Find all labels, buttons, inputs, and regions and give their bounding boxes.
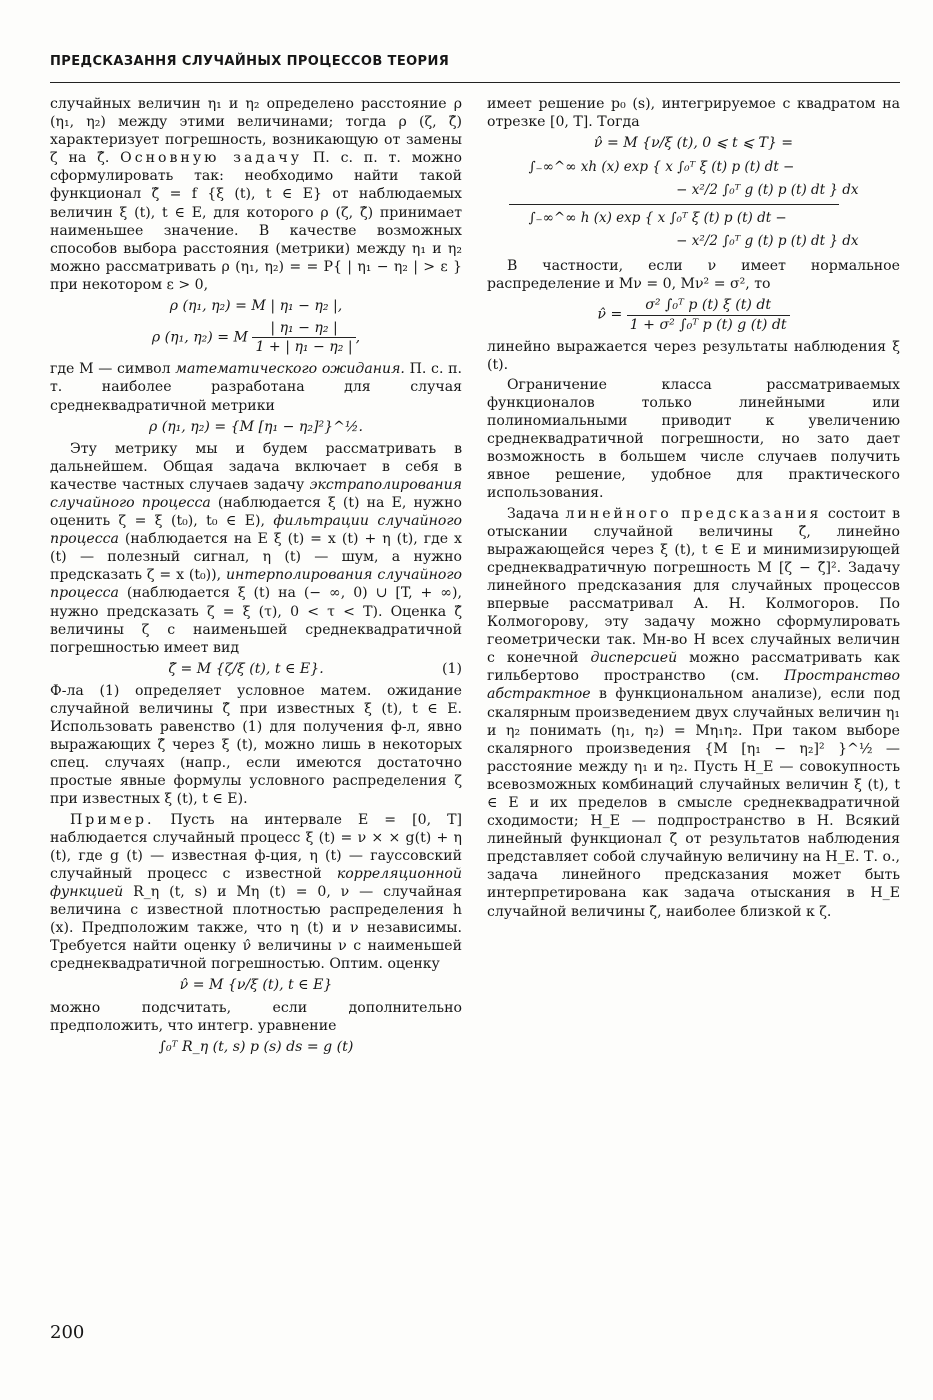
denominator: 1 + | η₁ − η₂ | — [255, 339, 353, 356]
text: в функциональном анализе), если под скалярным произведением двух случайных величин η₁ и η₂ понимать (η₁, η₂) = Mη₁η₂. При таком выборе скалярного произведения {M [η₁ − η₂]² }^½ — расстояние между η₁ и η₂. Пусть H_E — совокупность всевозможных комбинаций случайных величин ξ (t), t ∈ E и их пределов в смысле среднеквадратичной сходимости; H_E — подпространство в H. Всякий линейный функционал ζ̃ от результатов наблюдения представляет собой случайную величину на H_E. Т. о., задача линейного предсказания может быть интерпретирована как задача отыскания в H_E случайной величины ζ̃, наиболее близкой к ζ. — [487, 686, 900, 920]
text: состоит в отыскании случайной величины ζ̃, линейно выражающейся через ξ (t), t ∈ E и минимизирующей среднеквадратичную погрешность M [ζ − ζ̃]². Задачу линейного предсказания для случайных процессов впервые рассматривал А. Н. Колмогоров. По Колмогорову, эту задачу можно сформулировать геометрически так. Мн-во H всех случайных величин с конечной — [487, 505, 901, 667]
formula: ρ (η₁, η₂) = M $\frac{\text{| η₁ − η₂ |}}{\text{1 + | η₁ − η₂ |}}$ , — [151, 320, 361, 356]
text: Пусть на интервале E = [0, T] наблюдается случайный процесс ξ (t) = ν × × g(t) + η (t), где g (t) — известная ф-ция, η (t) — гауссовский случайный процесс с известной — [50, 811, 462, 882]
term-link: математического ожидания. — [175, 361, 405, 378]
formula-lhs: ρ (η₁, η₂) = M — [151, 329, 248, 346]
paragraph: Ф-ла (1) определяет условное матем. ожидание случайной величины ζ̂ при известных ξ (t), t ∈ E. Использовать равенство (1) для получения ф-л, явно выражающих ζ̂ через ξ (t), можно лишь в некоторых спец. случаях (напр., если имеются достаточно простые явные формулы условного распределения ζ при известных ξ (t), t ∈ E). — [50, 682, 462, 808]
text: R_η (t, s) и Mη (t) = 0, ν — случайная величина с известной плотностью распределения h (x). Предположим также, что η (t) и ν независимы. Требуется найти оценку ν̂ величины ν с наименьшей среднеквадратичной погрешностью. Оптим. оценку — [50, 883, 463, 973]
denominator-line: − x²/2 ∫₀ᵀ g (t) p (t) dt } dx — [676, 233, 859, 250]
term-link: Пространство абстрактное — [487, 668, 900, 703]
page-number: 200 — [50, 1322, 85, 1343]
text: (наблюдается ξ (t) на E, нужно оценить ζ = ξ (t₀), t₀ ∈ E), — [50, 494, 462, 530]
formula — [50, 660, 462, 678]
text: П. с. п. т. можно сформулировать так: необходимо найти такой функционал ζ̂ = f {ξ (t), t ∈ E} от наблюдаемых величин ξ (t), t ∈ E, для которого ρ (ζ, ζ̂) принимает наименьшее значение. В качестве возможных способов выбора расстояния (метрики) между η₁ и η₂ можно рассматривать ρ (η₁, η₂) = = P{ | η₁ − η₂ | > ε } при некотором ε > 0, — [50, 150, 462, 293]
formula: ν̂ = M {ν/ξ (t), t ∈ E} — [179, 977, 333, 994]
fraction-formula — [529, 156, 859, 253]
text: случайных величин η₁ и η₂ определено расстояние ρ (η₁, η₂) между этими величинами; тогда ρ (ζ, ζ̂) характеризует погрешность, возникающую от замены ζ на ζ̂. — [50, 96, 462, 167]
numerator-line: − x²/2 ∫₀ᵀ g (t) p (t) dt } dx — [676, 182, 859, 199]
text: Эту метрику мы и будем рассматривать в дальнейшем. Общая задача включает в себя в качестве частных случаев задачу — [50, 440, 462, 493]
formula — [487, 296, 900, 333]
paragraph — [487, 505, 900, 921]
spaced-text: Пример. — [70, 811, 155, 828]
right-column — [487, 95, 900, 923]
numerator-line: ∫₋∞^∞ xh (x) exp { x ∫₀ᵀ ξ (t) p (t) dt − — [528, 159, 795, 176]
paragraph — [50, 95, 462, 294]
paragraph: В частности, если ν имеет нормальное распределение и Mν = 0, Mν² = σ², то — [487, 258, 900, 293]
formula: ν̂ = M {ν/ξ (t), 0 ⩽ t ⩽ T} = — [593, 135, 794, 152]
text: (наблюдается на E ξ (t) = x (t) + η (t), где x (t) — полезный сигнал, η (t) — шум, а нужно предсказать ζ = x (t₀)), — [50, 531, 462, 584]
paragraph — [50, 811, 462, 974]
text: можно рассматривать как гильбертово пространство (см. — [487, 650, 900, 685]
paragraph: можно подсчитать, если дополнительно предположить, что интегр. уравнение — [50, 999, 462, 1034]
paragraph — [50, 360, 462, 414]
paragraph: линейно выражается через результаты наблюдения ξ (t). — [487, 338, 900, 373]
formula: ρ (η₁, η₂) = M | η₁ − η₂ |, — [169, 298, 343, 315]
text: (наблюдается ξ (t) на (− ∞, 0) ∪ [T, + ∞), нужно предсказать ζ = ξ (τ), 0 < τ < T). Оценка ζ̂ величины ζ с наименьшей среднеквадратичной погрешностью имеет вид — [50, 585, 462, 656]
formula-lhs: ν̂ = — [597, 307, 623, 324]
equation-number: (1) — [442, 660, 462, 677]
term-link: интерполирования случайного процесса — [50, 567, 462, 602]
left-column — [50, 95, 462, 1060]
formula-body: ζ̂ = M {ζ/ξ (t), t ∈ E}. — [168, 660, 324, 677]
term-link: дисперсией — [590, 650, 678, 667]
term-link: корреляционной функцией — [50, 865, 462, 900]
numerator: σ² ∫₀ᵀ p (t) ξ (t) dt — [627, 296, 790, 315]
denominator-line: ∫₋∞^∞ h (x) exp { x ∫₀ᵀ ξ (t) p (t) dt − — [528, 210, 787, 227]
fraction — [627, 296, 790, 333]
formula: ∫₀ᵀ R_η (t, s) p (s) ds = g (t) — [158, 1038, 354, 1055]
denominator: 1 + σ² ∫₀ᵀ p (t) g (t) dt — [629, 316, 787, 333]
fraction-bar — [509, 204, 839, 205]
header-rule — [50, 82, 900, 83]
term-link: фильтрации случайного процесса — [50, 513, 462, 548]
spaced-text: Основную задачу — [120, 150, 303, 167]
text: Задача — [507, 505, 559, 522]
formula: ρ (η₁, η₂) = {M [η₁ − η₂]²}^½. — [148, 418, 364, 435]
running-header: ПРЕДСКАЗАННЯ СЛУЧАЙНЫХ ПРОЦЕССОВ ТЕОРИЯ — [50, 54, 450, 69]
numerator: | η₁ − η₂ | — [252, 319, 355, 338]
text: где M — символ — [50, 361, 171, 378]
paragraph: Ограничение класса рассматриваемых функционалов только линейными или полиномиальными приводит к увеличению среднеквадратичной погрешности, но зато дает возможность в большем числе случаев получить явное решение, удобное для практического использования. — [487, 376, 900, 502]
paragraph: имеет решение p₀ (s), интегрируемое с квадратом на отрезке [0, T]. Тогда — [487, 96, 900, 131]
paragraph — [50, 440, 462, 657]
text: П. с. п. т. наиболее разработана для случая среднеквадратичной метрики — [50, 361, 462, 414]
fraction — [252, 319, 355, 356]
term-link: экстраполирования случайного процесса — [50, 476, 462, 511]
spaced-text: линейного предсказания — [565, 505, 822, 522]
